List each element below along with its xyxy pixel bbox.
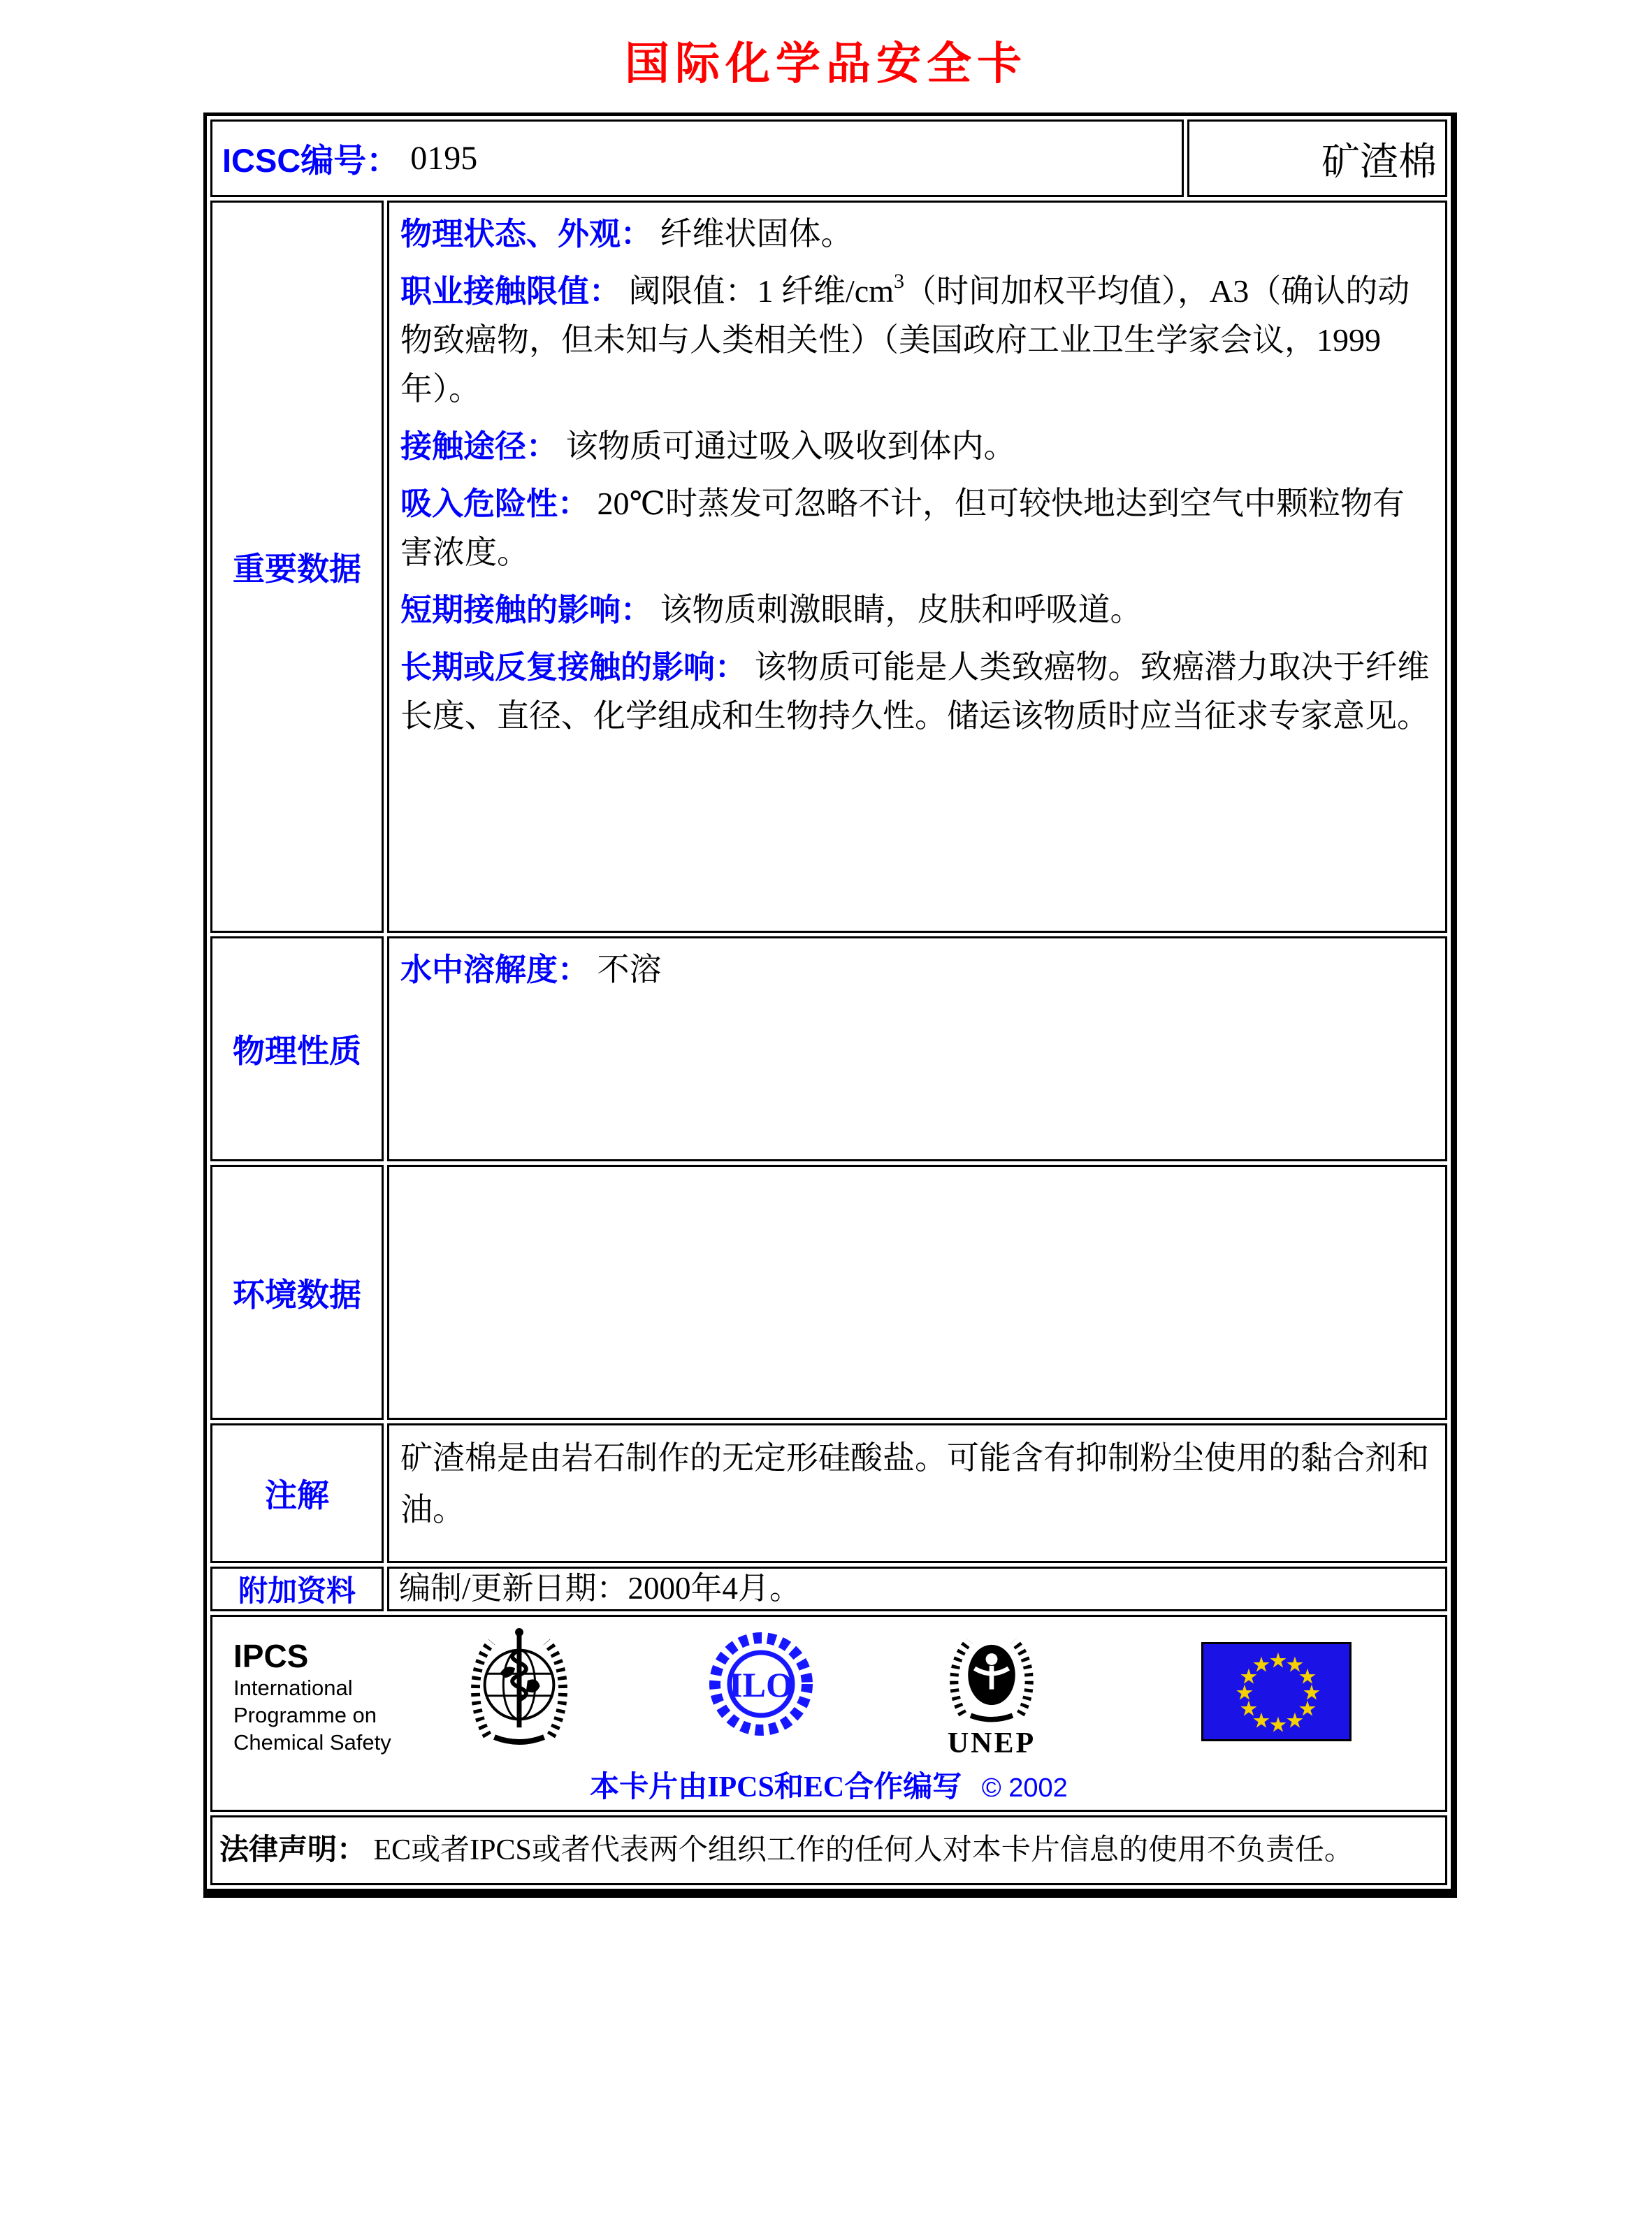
legal-row [210,1815,1447,1885]
field-value: 纤维状固体。 [660,216,853,252]
physical-properties-content [387,936,1447,1161]
eu-star-icon: ★ [1285,1653,1305,1677]
field-label: 长期或反复接触的影响： [400,649,747,685]
important-data-item [400,267,1434,414]
eu-flag-icon [1201,1642,1352,1741]
page-title: 国际化学品安全卡 [625,38,1027,90]
important-data-item [400,210,1434,259]
legal-text: EC或者IPCS或者代表两个组织工作的任何人对本卡片信息的使用不负责任。 [373,1834,1354,1866]
important-data-item [400,586,1434,634]
eu-star-icon: ★ [1298,1665,1317,1689]
field-value: 该物质可能是人类致癌物。致癌潜力取决于纤维长度、直径、化学组成和生物持久性。储运该物质时应当征求专家意见。 [400,649,1430,734]
ilo-emblem-icon [705,1628,817,1740]
section-label-physical-properties: 物理性质 [210,936,384,1161]
icsc-number-cell [210,119,1184,197]
important-data-item [400,643,1434,741]
ipcs-line: Programme on [233,1703,377,1727]
who-emblem-icon [464,1624,574,1748]
unep-label: UNEP [947,1727,1036,1759]
important-data-item [400,479,1434,577]
ipcs-line: International [233,1676,353,1700]
important-data-content [387,201,1447,933]
eu-star-icon: ★ [1285,1709,1305,1733]
section-label-additional-info: 附加资料 [210,1567,384,1611]
unep-emblem-icon [939,1622,1044,1727]
field-value: 不溶 [597,952,662,987]
icsc-number-label: ICSC编号： [222,142,400,179]
chemical-name: 矿渣棉 [1321,140,1437,183]
logos-row [210,1615,1447,1812]
ipcs-acronym: IPCS [233,1638,309,1674]
field-label: 物理状态、外观： [400,216,653,252]
credit-text: 本卡片由IPCS和EC合作编写 [590,1771,962,1803]
notes-content [387,1423,1447,1563]
legal-cell [210,1815,1447,1885]
field-label: 接触途径： [400,428,558,464]
eu-star-icon: ★ [1252,1709,1271,1733]
header-row [210,119,1447,197]
physical-properties-row [210,936,1447,1161]
eu-star-icon: ★ [1252,1653,1271,1677]
unep-block [936,1622,1048,1760]
eu-star-icon: ★ [1298,1697,1317,1721]
section-label-important-data: 重要数据 [210,201,384,933]
icsc-number-value: 0195 [410,140,478,177]
notes-row [210,1423,1447,1563]
ilo-label: ILO [729,1665,793,1704]
ipcs-text-block [233,1638,391,1756]
legal-label: 法律声明： [219,1833,367,1866]
additional-info-row [210,1567,1447,1611]
field-value: 阈限值：1 纤维/cm [628,273,894,309]
eu-star-icon: ★ [1239,1697,1259,1721]
field-value: （时间加权平均值），A3（确认的动物致癌物，但未知与人类相关性）（美国政府工业卫生学家会议，1999年）。 [400,273,1410,407]
section-label-notes: 注解 [210,1423,384,1563]
field-label: 水中溶解度： [400,952,590,987]
icsc-card [203,112,1457,1898]
credit-line [212,1764,1445,1806]
important-data-row [210,201,1447,933]
copyright-text: © 2002 [981,1773,1068,1803]
environmental-data-row [210,1165,1447,1420]
eu-star-icon: ★ [1268,1713,1288,1737]
ipcs-line: Chemical Safety [233,1730,391,1755]
notes-text: 矿渣棉是由岩石制作的无定形硅酸盐。可能含有抑制粉尘使用的黏合剂和油。 [400,1440,1429,1527]
eu-star-icon: ★ [1239,1665,1259,1689]
field-value: 该物质刺激眼睛，皮肤和呼吸道。 [660,592,1143,627]
eu-star-icon: ★ [1235,1681,1254,1705]
field-label: 职业接触限值： [400,273,621,309]
field-value: 该物质可通过吸入吸收到体内。 [565,428,1016,464]
solubility-item [400,945,1434,994]
environmental-data-content [387,1165,1447,1420]
additional-info-content: 编制/更新日期：2000年4月。 [387,1567,1447,1611]
field-value: 20℃时蒸发可忽略不计，但可较快地达到空气中颗粒物有害浓度。 [400,486,1405,570]
important-data-item [400,422,1434,471]
eu-star-icon: ★ [1268,1649,1288,1673]
section-label-environmental-data: 环境数据 [210,1165,384,1420]
eu-star-icon: ★ [1302,1681,1321,1705]
superscript: 3 [894,269,904,293]
field-label: 短期接触的影响： [400,592,653,627]
field-label: 吸入危险性： [400,486,590,521]
logos-cell [210,1615,1447,1812]
chemical-name-cell [1187,119,1447,197]
